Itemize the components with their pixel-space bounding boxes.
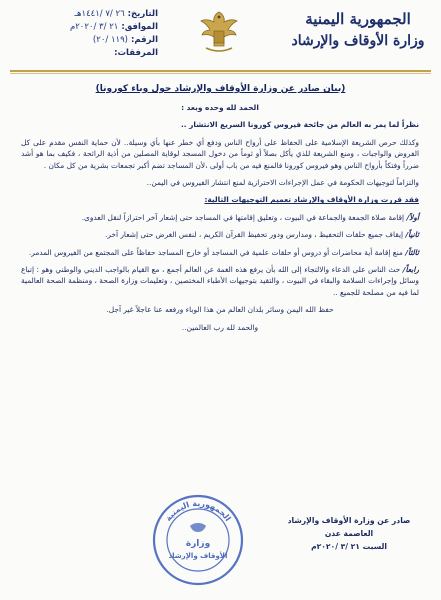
ministry-name-block <box>283 10 433 50</box>
date-row <box>8 8 158 21</box>
paragraph-2: وكذلك حرص الشريعة الإسلامية على الحفاظ على أرواح الناس ودفع أي خطر عنها بأي وسيلة.. لأن حماية النفس مقدم على كل الفروض والواجبات ، ومنع الشريعة للذي يأكل بصلاً أو ثوماً من دخول المسجد لوقاية المصلين من أذية الرائحة ، فكيف بما هو أشد ضرراً وفتكاً بأرواح الناس وهو فيروس كورونا فالمنع فيه من باب أولى ،لأن المساجد تضم أكبر تجمعات بشرية من كل مكان . <box>21 137 419 170</box>
letterhead <box>0 6 441 66</box>
yemen-eagle-emblem-icon <box>196 8 242 54</box>
stamp-ring-text: الجمهورية اليمنية <box>163 498 233 523</box>
date-label: التاريخ: <box>127 9 158 19</box>
country-name: الجمهورية اليمنية <box>305 10 411 28</box>
ministry-stamp <box>150 492 246 588</box>
directive-3-number: ثالثاً/ <box>405 247 419 257</box>
header-divider <box>10 70 431 72</box>
directive-4-text: حث الناس على الدعاء والالتجاء إلى الله بأن يرفع هذه الغمة عن العالم أجمع ، مع القيام بالواجب الديني والوطني وهو : إتباع وسائل وإجراءات السلامة والبقاء في البيوت ، والتقيد بتوجيهات الأطباء المختصين ، وتعليمات وزارة الصحة ، ومنظمة الصحة العالمية لما فيه من مصلحة للجميع .. <box>21 265 419 297</box>
directive-2-text: إيقاف جميع حلقات التحفيظ ، ومدارس ودور تحفيظ القرآن الكريم ، لنفس الغرض حتى إشعار آخر. <box>104 230 404 240</box>
number-row <box>8 34 158 47</box>
closing-line: والحمد لله رب العالمين.. <box>181 322 259 332</box>
reference-block <box>8 8 158 60</box>
prayer-line: حفظ الله اليمن وسائر بلدان العالم من هذا الوباء ورفعه عنا عاجلاً غير آجل. <box>106 305 334 315</box>
number-value: (١١٩ /٢٠) <box>92 35 128 45</box>
attachments-row <box>8 47 158 60</box>
ministry-name: وزارة الأوقاف والإرشاد <box>291 33 425 49</box>
corresponding-row <box>8 21 158 34</box>
directive-1-number: أولاً/ <box>406 212 419 222</box>
paragraph-3: والتزاماً لتوجيهات الحكومة في عمل الإجراءات الاحترازية لمنع انتشار الفيروس في اليمن.. <box>146 178 419 188</box>
signature-block <box>279 514 419 553</box>
directive-4-number: رابعاً/ <box>402 265 419 275</box>
directive-4 <box>21 264 419 298</box>
paragraph-1: نظراً لما يمر به العالم من جائحة فيروس كورونا السريع الانتشار .. <box>180 120 419 130</box>
directive-3-text: منع إقامة أية محاضرات أو دروس أو حلقات علمية في المساجد أو خارج المساجد حفاظاً على المجتمع من الفيروس المدمر. <box>28 247 403 257</box>
city-line: العاصمة عدن <box>324 529 374 538</box>
greeting: الحمد لله وحده وبعد : <box>181 103 259 112</box>
directive-3 <box>21 247 419 258</box>
stamp-center-line-1: وزارة <box>185 539 211 549</box>
signature-date: السبت ٢١ /٣ /٢٠٢٠م <box>311 542 387 551</box>
date-value: ٢٦ /٧ /١٤٤١هـ <box>74 9 125 19</box>
stamp-center-line-2: الأوقاف والإرشاد <box>168 552 228 560</box>
directive-1-text: إقامة صلاة الجمعة والجماعة في البيوت ، وتعليق إقامتها في المساجد حتى إشعار آخر احترازاً لنقل العدوى. <box>81 212 405 222</box>
directive-1 <box>21 212 419 223</box>
issuer-line: صادر عن وزارة الأوقاف والإرشاد <box>287 516 411 525</box>
decision-heading: فقد قررت وزارة الأوقاف والإرشاد تعميم التوجيهات التالية: <box>204 195 419 205</box>
directive-2 <box>21 229 419 240</box>
directive-2-number: ثانياً/ <box>405 230 419 240</box>
corresponding-label: الموافق: <box>121 22 158 32</box>
header-divider-thin <box>10 73 431 74</box>
corresponding-value: ٢١ /٣ /٢٠٢٠م <box>69 22 119 32</box>
attachments-label: المرفقات: <box>114 48 158 58</box>
statement-body <box>21 102 419 339</box>
number-label: الرقم: <box>130 35 158 45</box>
statement-title: (بيان صادر عن وزارة الأوقاف والإرشاد حول وباء كورونا) <box>95 84 346 94</box>
